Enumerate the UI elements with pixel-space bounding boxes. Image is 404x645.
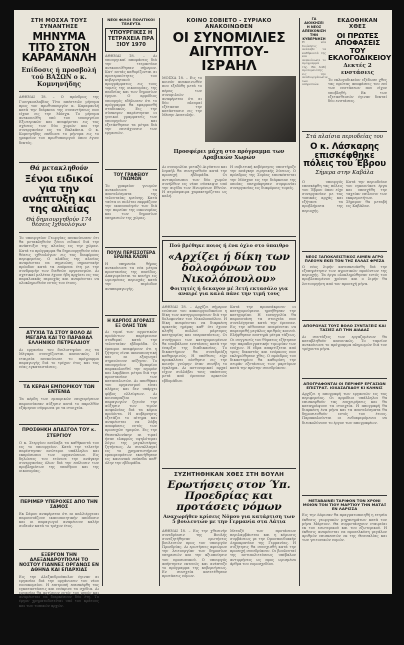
opinion-office-headline: ΤΟΥ ΓΡΑΦΕΙΟΥ ΓΝΩΜΩΝ: [113, 171, 149, 182]
court-body: Το εκλογοδικείον εξέδωσε χθες τας πρώτας αποφάσεις του επί των ενστάσεων που είχον υποβληθή. Εκ των εξετασθεισών έγιναν δεκταί δύο ενστάσεις.: [328, 78, 387, 103]
tito-headline: ΜΗΝΥΜΑ ΤΙΤΟ ΣΤΟΝ ΚΑΡΑΜΑΝΛΗ: [21, 31, 97, 65]
parliament-body: ΑΘΗΝΑΙ 18. – Εις την χθεσινήν συνεδρίασιν της Βουλής συνεζητήθησαν ερωτήσεις βουλευτών προς τον υπουργόν Προεδρίας. Αι ερωτήσεις αφεώρων την λειτουργίαν των δημοσίων υπηρεσιών και την αξιοποίησιν του προσωπικού. Ο υπουργός απήντησεν εκτενώς και ανέπτυξε το πρόγραμμα της κυβερνήσεως. Εν συνεχεία κατετέθησαν προτάσεις νόμων.: [162, 528, 227, 578]
second-column: [105, 18, 157, 586]
right-top-body: Η νέα διοίκησις ανέλαβε τα καθήκοντά της και ανεκοίνωσε το πρόγραμμά της. Θα δοθή προτεραιότης εις την αναδιοργάνωσιν των υπηρεσιών.: [302, 40, 328, 87]
larissa-headline: ΜΕΤΑΒΑΙΝΕΙ ΤΑΡΙΦΟΝ ΤΟΝ ΧΡΟΝΙ ΜΟΙΟΝ ΤΟΝ ΤΙΟΥ ΜΑΡΤΙΟΥ ΤΗΝ ΜΑΤΑΞ ΕΝ ΛΑΡΙΣΣΑ: [302, 497, 387, 512]
right-top-small: ΓΑ ΔΙΟΙΚΗΣΕΙ: [304, 17, 324, 25]
talks-body-2: Αι συνομιλίαι μεταξύ Αιγύπτου και Ισραήλ θα συνεχισθούν κατά την προσεχή εβδομάδα. Οι αντιπρόσωποι των δύο χωρών συνήλθον εις νέαν σύσκεψιν υπό την αιγίδα των Ηνωμένων Εθνών. Η ατμόσφαιρα χαρακτηρίζεται ως καλή.: [162, 165, 227, 198]
birds-headline: ΠΟΥΛΙ ΠΕΡΙΣΣΟΤΕΡΑ ΕΡΑΙΝΑ ΚΛΩΝΙ: [106, 249, 156, 260]
market-headline: Η ΚΑΡΠΟΣ ΑΓΟΡΑΣΣ ΕΞ ΟΛΗΣ ΤΩΝ: [107, 317, 155, 328]
trial-body-2: Κατά την προανάκρισιν οι κατηγορούμενοι ηρνήθησαν την κατηγορίαν. Η εισαγγελία θα παρουσιάση τα στοιχεία που συνελέγησαν κατά την έρευναν. Εις την αίθουσαν αναμένεται να παρευρεθή μεγάλος αριθμός κοινού. Ελήφθησαν αυστηρά μέτρα τάξεως. Οι συγγενείς του θύματος εζήτησαν την παραδειγματικήν τιμωρίαν των ενόχων. Η έδρα απαρτίζεται από τρεις δικαστάς και ενόρκους που εκληρώθησαν χθες. Ο πρόεδρος του δικαστηρίου θα καθορίση την σειράν εξετάσεως των μαρτύρων κατά την πρώτην συνεδρίασιν.: [230, 304, 297, 371]
oil-headline: ΑΤΥΧΙΑ ΤΑ ΣΤΟΥ ΒΟΛΟ ΔΙ ΜΕΓΑΡΑ ΚΑΙ ΤΟ ΠΑΡΑΘΑΛ ΕΛΛΗΝΙΚΟ ΠΕΤΡΕΛΑΙΟΥ: [25, 331, 93, 347]
port-headline: ΝΕΟΣ ΞΑΠΟΚΛΕΙΣΤΙΚΟΣ ΛΙΜΕΝ ΑΓΡΟ ΠΛΕΟΥΝ ΕΚΕΙ ΤΟΝ ΤΗΣ ΕΛΛΑΣ ΦΡΕΖΑ: [304, 253, 385, 264]
court-sub: Δεκτές 2 ενστάσεις: [340, 63, 375, 76]
center-column: [162, 18, 296, 586]
oil-body: Αι εργασίαι του διυλιστηρίου εις τα Μέγαρα συνεχίζονται κανονικώς. Η εταιρεία ανεκοίνωσε το πρόγραμμα παραγωγής διά το τρέχον έτος και τας νέας εγκαταστάσεις.: [19, 348, 99, 369]
laskaris-kicker: Στά πλαίσια περιοδείας του: [305, 134, 384, 141]
right-top-small-2: Η ΝΕΟΣ ΑΠΕΙΚΟΝΙΣΗ ΤΗΝ ΚΥΒΕΡΝΗΣΗ: [302, 25, 326, 41]
talks-body: ΜΟΣΧΑ 18. – Εις το κοινόν ανακοινωθέν που εξεδόθη μετά το πέρας των συνομιλιών αναφέρεται ότι αι δύο πλευραί εξέτασαν την κατάστασιν εις την Μέσην Ανατολήν.: [162, 76, 202, 118]
tito-body: ΑΘΗΝΑΙ 18. – Ο πρόεδρος της Γιουγκοσλαβίας Τίτο απέστειλε μήνυμα προς τον πρωθυπουργόν κ. Καραμανλή κατά την διάρκεια της συναντήσεως που είχαν εις την Μόσχα. Το μήνυμα ανεκοινώθη υπό του υπουργείου Εξωτερικών και αναφέρεται εις τας σχέσεις των δύο χωρών και την συνεργασίαν εις τα Βαλκάνια. Ο κ. Κομνηνήδης επέδωσε το μήνυμα εις το γραφείον του πρωθυπουργού όπου έγινε δεκτός.: [19, 95, 99, 145]
trial-sub: Φοιτητές ή δεκαγον μέ 3ετή εκτασάλο για αναιρέ για καλά πάνε την τιμή τους: [170, 285, 288, 298]
census-body: Αρχίζει η απογραφή των εργασιών εις τας περιφερείας. Οι αρμόδιοι υπάλληλοι θα επισκεφθούν τας επιχειρήσεις και θα καταγράψουν τα στοιχεία. Η απογραφή θα διαρκέση ένα μήνα και τα αποτελέσματα θα δημοσιευθούν εντός του έτους. Παρακαλούνται οι ενδιαφερόμενοι να διευκολύνουν το έργον των απογραφέων.: [302, 391, 387, 425]
photo-caption: Προσφέρει μάχη στο πρόγραμμα των Αραβικών Χωρών: [173, 149, 285, 162]
pensions-headline: ΑΠΟΡΩΥΑΣ ΤΟΥΣ ΒΟΛΟ ΣΥΝΤΑΞΕΙΣ ΚΑΙ ΤΑΣΙΕΣ ΑΠ ΤΗΝ ΔΙΑΔΑΣ: [303, 323, 386, 333]
market-body: Αι τιμαί των αγροτικών προϊόντων παρέμειναν σταθεραί κατά την τελευταίαν εβδομάδα. Οι έμποροι αναφέρουν ότι η ζήτησις είναι ικανοποιητική και αι εξαγωγαί σημειώνουν αύξησιν. Το υπουργείον Εμπορίου παρακολουθεί την αγοράν και λαμβάνει μέτρα διά την προστασίαν των καταναλωτών. Αι αποθήκαι του οργανισμού είναι πλήρεις και δεν υπάρχει φόβος ελλείψεων. Αι κοινοπραξίαι των παραγωγών ζητούν την αύξησιν των τιμών ασφαλείας διά τα κύρια προϊόντα. Η κυβέρνησις εξετάζει το αίτημα και αναμένεται να λάβη αποφάσεις εντός των προσεχών ημερών. Εις την Θεσσαλονίκην αι τιμαί ήσαν ελαφρώς υψηλότεραι λόγω της μεγαλυτέρας ζητήσεως. Αι συναλλαγαί εις το χρηματιστήριον εμπορευμάτων εκινήθησαν εις κανονικά επίπεδα καθ' όλην την εβδομάδα.: [105, 330, 158, 466]
laskaris-body: Ο υπουργός επεσκέφθη τας πόλεις του Έβρου όπου είχε συνεργασίαν με τας τοπικάς αρχάς και εξήτασε τα προβλήματα της περιοχής.: [302, 179, 343, 213]
col2-kicker: ΝΕΟΙ ΦΙΛΟΙ ΠΟΛΙΤΙΚΟΙ ΤΕΛΕΥΤΑ: [107, 17, 155, 27]
parliament-headline: Ερωτήσεις στον Ύπ. Προεδρίας και προτάσεις νόμων: [167, 478, 291, 513]
left-kicker: ΣΤΗ ΜΟΣΧΑ ΤΟΥΣ ΣΥΝΑΝΤΗΣΕ: [30, 18, 88, 30]
parliament-kicker: ΣΥΖΗΤΗΘΗΚΑΝ ΧΘΕΣ ΣΤΗ ΒΟΥΛΗ: [173, 471, 285, 478]
opinion-office-body: Το γραφείον γνωμών ανεκοίνωσε τα αποτελέσματα της τελευταίας ερεύνης. Κατά ταύτα οι πολίται εκφράζουν την ικανοποίησίν των διά την πορείαν της οικονομίας και των δημοσίων υπηρεσιών της χώρας.: [105, 183, 157, 221]
laskaris-body-2: Κατά την περιοδείαν του εγκαινίασε έργα και υπεσχέθη την ταχείαν επίλυσιν των εκκρεμοτήτων. Σήμερον θα μεταβή εις Καβάλαν.: [346, 179, 387, 209]
newspaper-page: [14, 10, 392, 608]
talks-headline: ΟΙ ΣΥΝΟΜΙΛΙΕΣ ΑΙΓΥΠΤΟΥ-ΙΣΡΑΗΛ: [172, 30, 286, 74]
fisheries-kicker: Θά μετακληθούν: [29, 165, 89, 173]
talks-body-3: Η σοβιετική κυβέρνησις υπεστήριξε την ανάγκην ειρηνικής λύσεως. Ο πρόεδρος της Συρίας επισκέπτεται την Μόσχαν εις την διάρκειαν της οποίας υπεγράφησαν συμφωνίαι συνεργασίας εις διαφόρους τομείς.: [230, 165, 296, 190]
fisheries-body: Το υπουργείον Γεωργίας ανεκοίνωσεν ότι θα μετακληθούν ξένοι ειδικοί διά την ανάπτυξιν της αλιείας εις την χώραν. Κατά το πρόγραμμα θα δημιουργηθούν νέαι θέσεις ιχθυολόγων εις τας διαφόρους περιφερείας. Ο κλάδος της αλιείας αναμένεται να σημειώση σημαντικήν πρόοδον κατά τα επόμενα έτη με την συνδρομήν των διεθνών οργανισμών. Αι σχετικαί μελέται έχουν ήδη αρχίσει εις τας παραλιακάς περιοχάς και αναμένεται να ολοκληρωθούν εντός του έτους.: [19, 236, 99, 286]
court-kicker: ΕΚΔΟΘΗΚΑΝ ΧΘΕΣ: [337, 18, 378, 30]
samos-body: Εκ Σάμου αναφέρεται ότι αι καλλιέργειαι παρουσιάζουν ικανοποιητικήν απόδοσιν και οι παραγωγοί αναμένουν καλήν σοδειάν κατά το τρέχον έτος.: [19, 511, 99, 528]
ministerial-body: ΑΘΗΝΑΙ 18. – Αι υπουργικαί αποφάσεις διά την τετραετίαν ανεκοινώθησαν σήμερον. Κατ' αυτάς καθορίζονται αι προτεραιότητες του κυβερνητικού προγράμματος εις τους τομείς της οικονομίας, της παιδείας και των δημοσίων έργων. Ο αρμόδιος υπουργός εδήλωσεν ότι το πρόγραμμα θα εφαρμοσθή σταδιακώς. Εις την σύσκεψιν παρέστησαν οι γενικοί γραμματείς των υπουργείων και εξετάσθησαν τα μέτρα διά την επιτάχυνσιν των εργασιών.: [105, 53, 157, 136]
port-body: Ο νέος λιμήν κατεσκευάσθη διά την εξυπηρέτησιν των αγροτικών προϊόντων της περιοχής. Τα έργα ολοκληρώθησαν εντός του προβλεπομένου χρόνου και ο λιμήν θα λειτουργήση από τον προσεχή μήνα.: [302, 265, 387, 286]
stergiou-headline: ΠΡΟΣΘΗΚΗ ΑΠΑΣΓΟΛ ΤΟΥ κ. ΣΤΕΡΓΙΟΥ: [21, 428, 97, 439]
left-column: [19, 18, 99, 608]
parliament-sub: Αναχωρήθεν κρίσεις Νόμου για κατάρτιση των 5 βουλευτών με την Γερμανία στα Λάτια: [163, 513, 295, 526]
larissa-body: Εις την Λάρισαν θα πραγματοποιηθή η ετησία έκθεσις γεωργικών μηχανημάτων κατά τον μήνα Μάρτιον. Θα συμμετάσχουν εταιρείαι εκ του εσωτερικού και του εξωτερικού. Η έκθεσις αναμένεται να προσελκύση μεγάλον αριθμόν επισκεπτών εκ της Θεσσαλίας και των γειτονικών νομών.: [302, 513, 387, 542]
court-headline: ΟΙ ΠΡΩΤΕΣ ΑΠΟΦΑΣΕΙΣ ΤΟΥ ΕΚΛΟΓΟΔΙΚΕΙΟΥ: [328, 31, 391, 63]
trial-body: ΑΘΗΝΑΙ 18. – Αρχίζει σήμερον ενώπιον του κακουργιοδικείου η δίκη των κατηγορουμένων διά την δολοφονίαν του Νικολοπούλου. Η δίκη αναμένεται να διαρκέση αρκετάς ημέρας καθ' ότι έχουν κληθή πολλοί μάρτυρες κατηγορίας και υπερασπίσεως. Οι συνήγοροι των κατηγορουμένων θα υποβάλουν ενστάσεις κατά την έναρξιν της διαδικασίας. Το δικαστήριον θα συνεδριάζη καθημερινώς. Η υπόθεσις είχε προκαλέσει αίσθησιν εις την κοινήν γνώμην όταν συνέβη το έγκλημα. Αι αστυνομικαί αρχαί είχον συλλάβει τους υπόπτους μετά από έρευναν αρκετών εβδομάδων.: [162, 304, 227, 383]
fisheries-headline: Ξένοι ειδικοί για την ανάπτυξη και της αλιείας: [22, 173, 96, 216]
trial-intro: Πού βρέθηκε ποιος ή ένα όχλο στο ύπαιθρο: [169, 243, 289, 250]
alexandroupoli-body: Εις την Αλεξανδρούπολιν έγιναν αι εργασίαι διά την οργάνωσιν του νέου νοσοκομείου. Η επιτροπή επεσκέφθη τας εγκαταστάσεις και ενέκρινε τα σχέδια. Αι εργασίαι θα αρχίσουν εντός του μηνός και αναμένεται να διαρκέσουν δύο έτη. Το έργον χρηματοδοτείται υπό του κράτους και των τοπικών αρχών.: [19, 574, 99, 608]
right-column: [302, 17, 391, 586]
birds-body: Η υπηρεσία θήρας ανεκοίνωσε τα νέα μέτρα προστασίας της πανίδος. Απαγορεύεται το κυνήγι εις ωρισμένας περιοχάς κατά την περίοδον αναπαραγωγής.: [105, 261, 157, 291]
census-headline: ΑΠΟΓΡΑΦΟΝΤΑΙ ΟΙ ΠΕΡΙΦΕΡ ΕΡΓΑΣΙΩΝ ΕΠΙΣΤΡΑΤ. ΙΟΧΑΣΑΠΙΔΟΥ ΚΙ ΚΛΗΝΙΣ: [303, 380, 386, 390]
laskaris-sub: Σήμερα στην Καβάλα: [315, 170, 374, 177]
stergiou-body: Ο κ. Στεργίου ανέλαβε τα καθήκοντά του εις το υπουργείον. Κατά την τελετήν παρέστησαν ανώτεροι υπάλληλοι και εκπρόσωποι των οργανώσεων. Εις δηλώσεις του ετόνισε την ανάγκην συνεργασίας όλων διά την επίλυσιν των προβλημάτων της υπαίθρου και της οικονομίας.: [19, 440, 99, 474]
trade-profits-body: Τα κέρδη των εμπορικών επιχειρήσεων παρουσίασαν αύξησιν κατά το παρελθόν εξάμηνον σύμφωνα με τα στοιχεία.: [19, 397, 99, 410]
tito-subheadline: Επίδοσις ή προσβολή τού ΒΑΣΩΝ ο κ. Κομνηνήδης: [21, 67, 97, 89]
leaders-photo: [205, 76, 296, 142]
fisheries-sub: Θά δημιουργηθούν 174 θέσεις Ιχθυολόγων: [26, 216, 92, 229]
trade-profits-headline: ΤΑ ΚΕΡΔΗ ΕΜΠΟΡΙΚΟΥ ΤΩΝ ΕΝΤΕΝΙΑ: [23, 385, 95, 396]
alexandroupoli-headline: ΕΞΕΡΓΟΝ ΤΗΝ ΑΛΕΞΑΝΔΡΟΥΠΟΛΗ ΤΟ ΝΟΣΤΟΥ ΓΙΑΝΝΕΣ ΟΡΓΑΝΩΣ ΕΝ ΑΘΗΝΑ ΚΑΙ ΕΠΑΡΧΙΑΣ: [19, 552, 99, 573]
ministerial-headline: ΥΠΟΥΡΓΙΚΕΣ Η ΤΕΤΡΑΧΕΙΑ ΠΡΑ ΞΙΟΥ 1970: [108, 30, 154, 48]
parliament-body-2: Μεταξύ των προτάσεων περιλαμβάνεται και η κύρωσις συμβάσεως με την Ομοσπονδιακήν Δημοκρατίαν της Γερμανίας. Η συζήτησις θα συνεχισθή κατά την προσεχή συνεδρίασιν. Οι βουλευταί της αντιπολιτεύσεως υπέβαλον αντιρρήσεις ως προς ωρισμένα άρθρα του νομοσχεδίου.: [230, 528, 296, 566]
pensions-body: Αι συντάξεις των εργαζομένων θα καταβληθούν κανονικώς. Το ταμείον ανεκοίνωσε το πρόγραμμα πληρωμών διά τον τρέχοντα μήνα.: [302, 334, 387, 351]
trial-headline: «Αρχίζει ή δίκη των δολοφόνων του Νικολόπουλου»: [168, 250, 290, 285]
laskaris-headline: Ο κ. Λάσκαρης επισκέφθηκε πόλεις του Έβρου: [303, 141, 386, 170]
samos-headline: ΠΕΡΙΜΕΡ ΥΠΕΡΟΧΕΣ ΑΠΟ ΤΗΝ ΣΑΜΟΣ: [20, 499, 98, 510]
center-kicker: ΚΟΙΝΟ ΣΟΒΙΕΤΟ - ΣΥΡΙΑΚΟ ΑΝΑΚΟΙΝΩΘΕΝ: [186, 18, 272, 30]
